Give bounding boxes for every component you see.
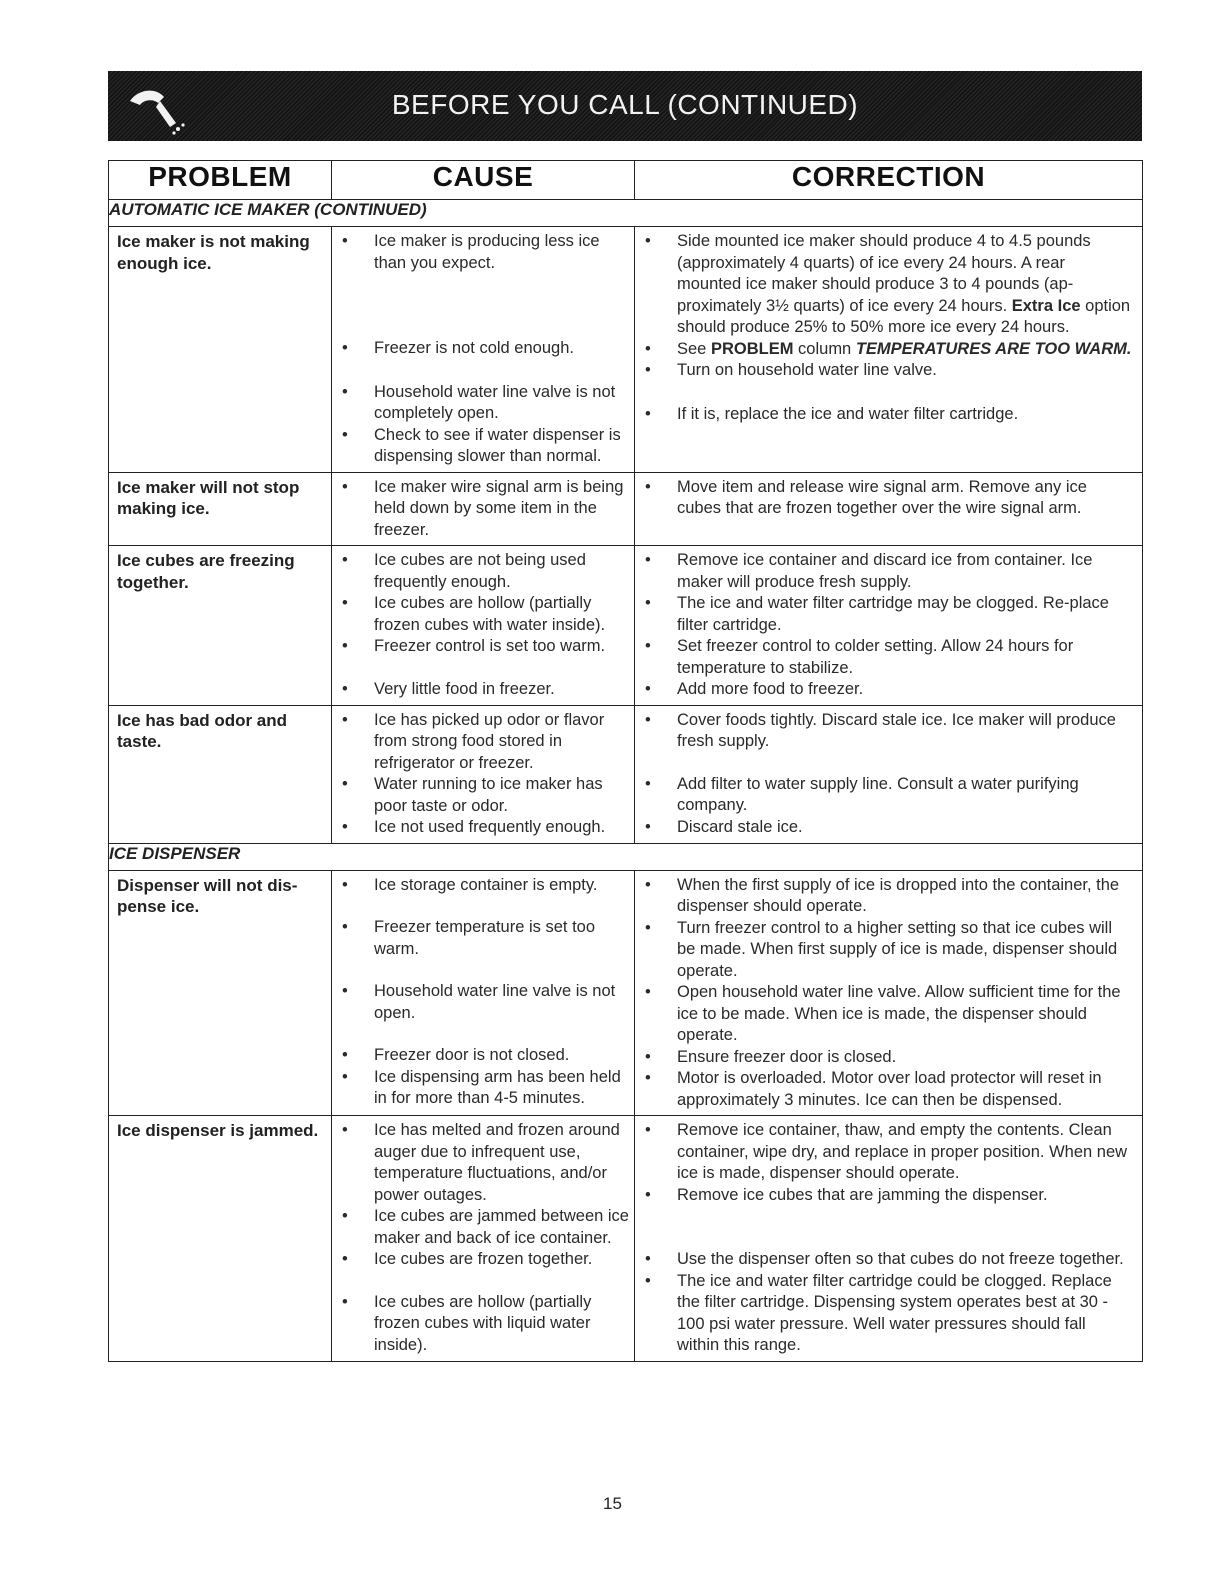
cause-item: • Freezer temperature is set too warm. — [342, 918, 596, 958]
problem-cell: Dispenser will not dis-pense ice. — [109, 870, 332, 1116]
cause-cell — [332, 1116, 635, 1362]
correction-item: • Use the dispenser often so that cubes do not freeze together. — [645, 1250, 1124, 1268]
cause-item: • Household water line valve is not open. — [342, 982, 616, 1022]
cause-item: • Ice cubes are frozen together. — [342, 1250, 593, 1268]
cause-item: • Ice has picked up odor or flavor from strong food stored in refrigerator or freezer. — [342, 710, 605, 772]
table-row — [109, 1116, 1143, 1362]
correction-item: • Remove ice container, thaw, and empty the contents. Clean container, wipe dry, and replace in proper position. When new ice is made, dispenser should operate. — [645, 1121, 1128, 1182]
correction-item: • Turn on household water line valve. — [645, 361, 937, 379]
correction-item: • Remove ice container and discard ice from container. Ice maker will produce fresh supply. — [645, 551, 1093, 591]
header-correction: CORRECTION — [635, 161, 1143, 200]
correction-item: • When the first supply of ice is dropped into the container, the dispenser should operate. — [645, 875, 1120, 915]
correction-cell — [635, 1116, 1143, 1362]
correction-item: • Add more food to freezer. — [645, 680, 864, 698]
cause-item: • Ice not used frequently enough. — [342, 818, 606, 836]
cause-item: • Freezer control is set too warm. — [342, 637, 606, 655]
banner-title: BEFORE YOU CALL (CONTINUED) — [391, 89, 859, 120]
table-header-row — [109, 161, 1143, 200]
correction-item: • Cover foods tightly. Discard stale ice. Ice maker will produce fresh supply. — [645, 710, 1116, 750]
correction-item: • Ensure freezer door is closed. — [645, 1047, 897, 1066]
table-row — [109, 705, 1143, 843]
correction-item: • Motor is overloaded. Motor over load protector will reset in approximately 3 minutes. Ice can then be dispensed. — [645, 1069, 1102, 1109]
correction-cell — [635, 227, 1143, 473]
correction-item: • Add filter to water supply line. Consult a water purifying company. — [645, 774, 1079, 814]
cause-cell — [332, 870, 635, 1116]
correction-item: • Open household water line valve. Allow sufficient time for the ice to be made. When ice is made, the dispenser should operate. — [645, 983, 1121, 1044]
problem-cell: Ice has bad odor and taste. — [109, 705, 332, 843]
cause-item: • Freezer door is not closed. — [342, 1046, 570, 1064]
cause-cell — [332, 705, 635, 843]
cause-cell — [332, 472, 635, 546]
correction-item: • The ice and water filter cartridge may be clogged. Re-place filter cartridge. — [645, 594, 1109, 634]
cause-item: • Ice maker wire signal arm is being held down by some item in the freezer. — [342, 477, 624, 539]
section-title: ICE DISPENSER — [109, 843, 1143, 870]
cause-item: • Ice has melted and frozen around auger due to infrequent use, temperature fluctuations, and/or power outages. — [342, 1121, 620, 1204]
table-row — [109, 472, 1143, 546]
cause-item: • Ice dispensing arm has been held in for more than 4-5 minutes. — [342, 1067, 621, 1107]
correction-item: • The ice and water filter cartridge could be clogged. Replace the filter cartridge. Dispensing system operates best at 30 - 100 psi water pressure. Well water pressures should fall within this range. — [645, 1271, 1112, 1354]
cause-cell — [332, 227, 635, 473]
correction-cell — [635, 870, 1143, 1116]
header-cause: CAUSE — [332, 161, 635, 200]
correction-item: • See PROBLEM column TEMPERATURES ARE TOO WARM. — [645, 339, 1132, 358]
cause-item: • Household water line valve is not completely open. — [342, 382, 616, 422]
page-number: 15 — [603, 1494, 622, 1513]
header-problem: PROBLEM — [109, 161, 332, 200]
section-title: AUTOMATIC ICE MAKER (CONTINUED) — [109, 200, 1143, 227]
section-row — [109, 200, 1143, 227]
cause-item: • Ice cubes are not being used frequently enough. — [342, 551, 586, 591]
cause-item: • Check to see if water dispenser is dispensing slower than normal. — [342, 425, 621, 465]
cause-item: • Very little food in freezer. — [342, 679, 555, 698]
cause-item: • Ice maker is producing less ice than you expect. — [342, 232, 600, 272]
correction-item: • Remove ice cubes that are jamming the dispenser. — [645, 1185, 1048, 1204]
cause-item: • Water running to ice maker has poor taste or odor. — [342, 775, 603, 815]
problem-cell: Ice cubes are freezing together. — [109, 546, 332, 706]
problem-cell: Ice dispenser is jammed. — [109, 1116, 332, 1362]
correction-item: • Side mounted ice maker should produce 4 to 4.5 pounds (approximately 4 quarts) of ice every 24 hours. A rear mounted ice maker should produce 3 to 4 pounds (ap-proximately 3½ quarts) of ice every 24 hours. Extra Ice option should produce 25% to 50% more ice every 24 hours. — [645, 232, 1131, 336]
correction-item: • Turn freezer control to a higher setting so that ice cubes will be made. When first supply of ice is made, dispenser should operate. — [645, 918, 1118, 980]
cause-item: • Ice storage container is empty. — [342, 875, 598, 894]
table-row — [109, 870, 1143, 1116]
troubleshooting-table — [108, 160, 1143, 1362]
page-banner — [108, 71, 1142, 141]
cause-cell — [332, 546, 635, 706]
table-row — [109, 227, 1143, 473]
correction-cell — [635, 705, 1143, 843]
cause-item: • Ice cubes are jammed between ice maker and back of ice container. — [342, 1207, 629, 1247]
cause-item: • Freezer is not cold enough. — [342, 339, 574, 357]
cause-item: • Ice cubes are hollow (partially frozen cubes with water inside). — [342, 594, 606, 634]
correction-cell — [635, 472, 1143, 546]
section-row — [109, 843, 1143, 870]
problem-cell: Ice maker is not making enough ice. — [109, 227, 332, 473]
correction-item: • Move item and release wire signal arm. Remove any ice cubes that are frozen together over the wire signal arm. — [645, 477, 1087, 517]
correction-item: • Set freezer control to colder setting. Allow 24 hours for temperature to stabilize. — [645, 637, 1074, 677]
correction-item: • If it is, replace the ice and water filter cartridge. — [645, 404, 1019, 423]
correction-cell — [635, 546, 1143, 706]
correction-item: • Discard stale ice. — [645, 817, 803, 836]
cause-item: • Ice cubes are hollow (partially frozen cubes with liquid water inside). — [342, 1292, 592, 1354]
table-row — [109, 546, 1143, 706]
problem-cell: Ice maker will not stop making ice. — [109, 472, 332, 546]
